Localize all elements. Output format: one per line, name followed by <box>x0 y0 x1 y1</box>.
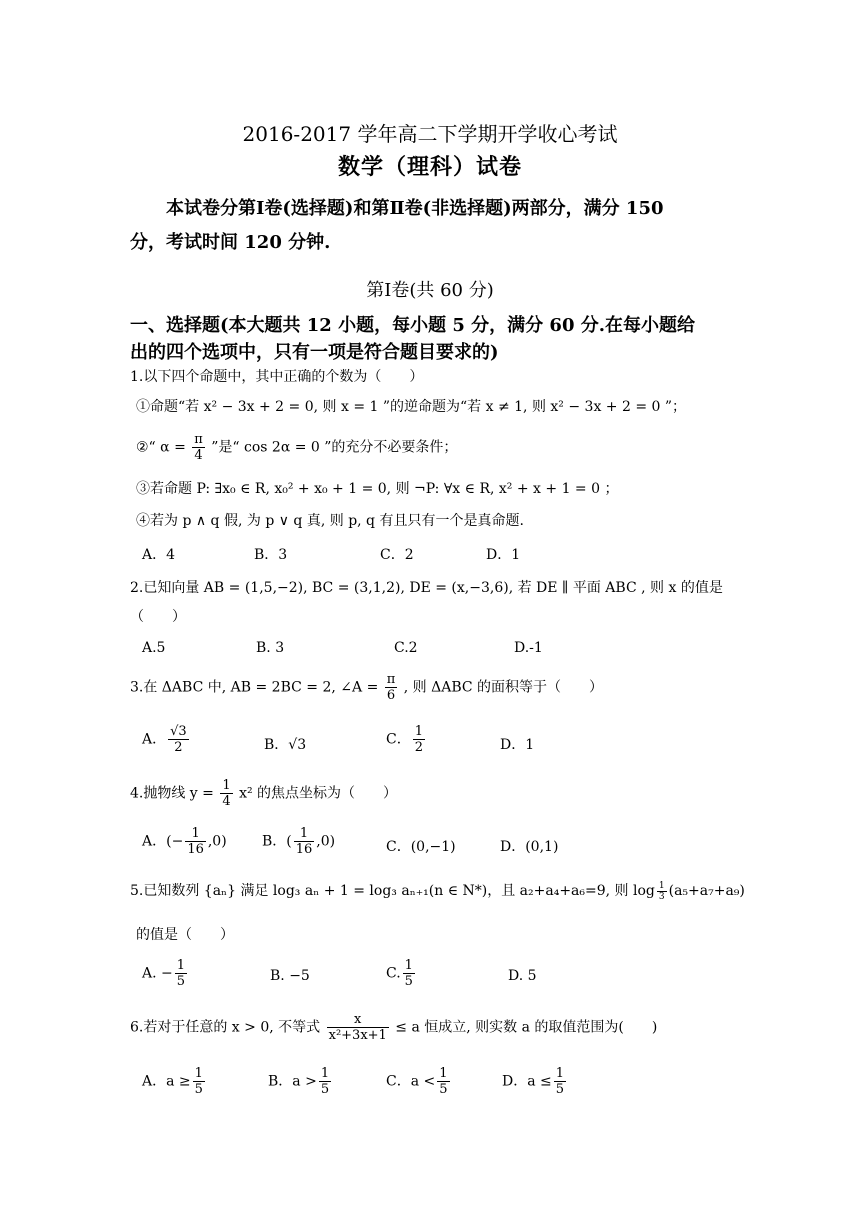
q5-stem-main: 5.已知数列 {aₙ} 满足 log₃ aₙ + 1 = log₃ aₙ₊₁(n ∈ N*)，且 a₂+a₄+a₆=9, 则 log <box>130 883 655 899</box>
q3-option-b: B．√3 <box>264 737 307 753</box>
q1-option-d: D．1 <box>486 547 521 563</box>
q6-option-a-den: 5 <box>194 1082 203 1097</box>
q6-option-b <box>268 1066 333 1097</box>
q2-option-c: C.2 <box>394 640 418 656</box>
q6-option-a-label: A．a ≥ <box>142 1073 191 1090</box>
q2-option-d: D.-1 <box>514 640 543 656</box>
q1-item-2-frac <box>192 432 205 463</box>
q3-option-d: D．1 <box>500 737 535 753</box>
q5-option-c-den: 5 <box>404 974 413 989</box>
q6-option-d-label: D．a ≤ <box>502 1073 552 1090</box>
q6-option-c-frac <box>437 1066 449 1097</box>
q5-option-c-frac <box>403 958 415 989</box>
intro-line-2: 分，考试时间 120 分钟. <box>130 232 331 253</box>
q5-log-base-num: 1 <box>658 880 665 891</box>
q6-option-c-den: 5 <box>439 1082 448 1097</box>
q3-option-c-num: 1 <box>414 724 423 739</box>
q6-option-a-frac <box>193 1066 205 1097</box>
q4-option-c: C．(0,−1) <box>386 839 456 855</box>
q3-stem-b: , 则 ΔABC 的面积等于（ ） <box>403 679 604 696</box>
q5-option-a-num: 1 <box>176 958 186 973</box>
q4-option-b-label: B．( <box>262 833 292 850</box>
q2-option-b: B. 3 <box>256 640 285 656</box>
q6-stem-frac <box>327 1012 389 1043</box>
q5-option-c-label: C. <box>386 965 401 982</box>
q4-stem <box>130 778 397 809</box>
q3-stem-num: π <box>386 672 396 687</box>
q6-option-b-den: 5 <box>320 1082 330 1097</box>
q1-item-2 <box>136 432 457 463</box>
q3-option-a-label: A． <box>142 731 167 748</box>
q1-item-2-b: ”是“ cos 2α = 0 ”的充分不必要条件； <box>211 439 458 456</box>
q6-option-a <box>142 1066 207 1097</box>
q5-option-a <box>142 958 189 989</box>
q4-option-b <box>262 826 335 857</box>
q4-option-a-tail: ,0) <box>207 833 227 850</box>
q4-option-a <box>142 826 227 857</box>
q2-stem: 2.已知向量 AB = (1,5,−2), BC = (3,1,2), DE = (x,−3,6), 若 DE ∥ 平面 ABC , 则 x 的值是 <box>130 580 723 596</box>
q3-option-c-den: 2 <box>414 740 423 755</box>
q6-option-d-frac <box>554 1066 566 1097</box>
q1-item-1: ①命题“若 x² − 3x + 2 = 0, 则 x = 1 ”的逆命题为“若 x ≠ 1, 则 x² − 3x + 2 = 0 ”； <box>136 399 687 415</box>
q4-option-b-den: 16 <box>295 842 313 857</box>
q1-item-2-den: 4 <box>194 448 203 463</box>
q5-option-b: B. −5 <box>270 968 310 984</box>
q6-option-c-num: 1 <box>439 1066 448 1081</box>
q5-log-base-den: 3 <box>658 891 665 902</box>
q5-option-c-num: 1 <box>404 958 413 973</box>
q3-option-c-frac <box>413 724 425 755</box>
q5-log-base-frac <box>657 881 667 902</box>
q3-option-c <box>386 724 427 755</box>
exam-intro <box>130 192 740 260</box>
exam-title: 2016-2017 学年高二下学期开学收心考试 <box>242 122 618 146</box>
q3-stem-frac <box>385 672 398 703</box>
q4-stem-a: 4.抛物线 y = <box>130 785 214 802</box>
q2-option-a: A.5 <box>142 640 166 656</box>
q6-stem-a: 6.若对于任意的 x > 0, 不等式 <box>130 1019 321 1036</box>
q1-option-c: C．2 <box>380 547 414 563</box>
q6-stem <box>130 1012 657 1043</box>
q3-option-a-num: √3 <box>170 724 187 739</box>
q1-option-b: B．3 <box>254 547 288 563</box>
q6-option-b-num: 1 <box>320 1066 330 1081</box>
q6-option-b-label: B．a > <box>268 1073 317 1090</box>
q3-stem-den: 6 <box>386 688 396 703</box>
q1-item-2-num: π <box>194 432 203 447</box>
q3-option-a-frac <box>168 724 189 755</box>
q3-stem-a: 3.在 ΔABC 中, AB = 2BC = 2, ∠A = <box>130 679 379 696</box>
q4-option-b-tail: ,0) <box>316 833 336 850</box>
q2-stem-2: （ ） <box>130 609 186 625</box>
section-1-heading <box>130 312 740 366</box>
q1-item-3: ③若命题 P: ∃x₀ ∈ R, x₀² + x₀ + 1 = 0, 则 ¬P: ∀x ∈ R, x² + x + 1 = 0 ； <box>136 481 619 497</box>
q4-option-b-frac <box>294 826 315 857</box>
part-1-heading: 第Ⅰ卷(共 60 分) <box>366 280 494 301</box>
q5-option-d: D. 5 <box>508 968 537 984</box>
q4-option-a-label: A．(− <box>142 833 184 850</box>
exam-subtitle: 数学（理科）试卷 <box>337 154 522 180</box>
q6-option-d <box>502 1066 568 1097</box>
q5-stem-2: 的值是（ ） <box>136 927 234 943</box>
q3-option-a-den: 2 <box>174 740 183 755</box>
q5-stem-tail: (a₅+a₇+a₉) <box>668 883 745 899</box>
q5-option-a-frac <box>175 958 187 989</box>
intro-line-1: 本试卷分第Ⅰ卷(选择题)和第Ⅱ卷(非选择题)两部分，满分 150 <box>166 198 664 219</box>
q1-item-2-a: ②“ α = <box>136 439 186 456</box>
section-1-line-1: 一、选择题(本大题共 12 小题，每小题 5 分，满分 60 分.在每小题给 <box>130 315 696 336</box>
q4-option-a-frac <box>185 826 206 857</box>
q1-option-a: A．4 <box>142 547 176 563</box>
q6-option-b-frac <box>319 1066 331 1097</box>
q4-option-a-den: 16 <box>187 842 204 857</box>
q4-stem-frac <box>220 778 232 809</box>
q5-stem <box>130 880 745 902</box>
q3-stem <box>130 672 603 703</box>
q4-option-a-num: 1 <box>185 826 206 842</box>
q6-option-c-label: C．a < <box>386 1073 436 1090</box>
q3-option-a <box>142 724 191 755</box>
q4-stem-den: 4 <box>222 794 231 809</box>
q6-option-a-num: 1 <box>194 1066 203 1081</box>
q6-stem-b: ≤ a 恒成立, 则实数 a 的取值范围为( ) <box>395 1019 658 1036</box>
q4-stem-b: x² 的焦点坐标为（ ） <box>239 785 398 802</box>
q6-option-d-num: 1 <box>555 1066 565 1081</box>
q4-option-d: D．(0,1) <box>500 839 559 855</box>
q6-stem-num: x <box>327 1012 389 1028</box>
section-1-line-2: 出的四个选项中，只有一项是符合题目要求的) <box>130 342 499 363</box>
q3-option-c-label: C． <box>386 731 411 748</box>
q6-stem-den: x²+3x+1 <box>328 1028 387 1043</box>
q4-stem-num: 1 <box>222 778 231 793</box>
q4-option-b-num: 1 <box>294 826 315 842</box>
q5-option-a-den: 5 <box>176 974 186 989</box>
q5-option-c <box>386 958 417 989</box>
q5-option-a-label: A. − <box>142 965 173 982</box>
q1-stem: 1.以下四个命题中，其中正确的个数为（ ） <box>130 369 424 385</box>
q6-option-d-den: 5 <box>555 1082 565 1097</box>
q6-option-c <box>386 1066 452 1097</box>
q1-item-4: ④若为 p ∧ q 假, 为 p ∨ q 真, 则 p, q 有且只有一个是真命题. <box>136 513 524 529</box>
